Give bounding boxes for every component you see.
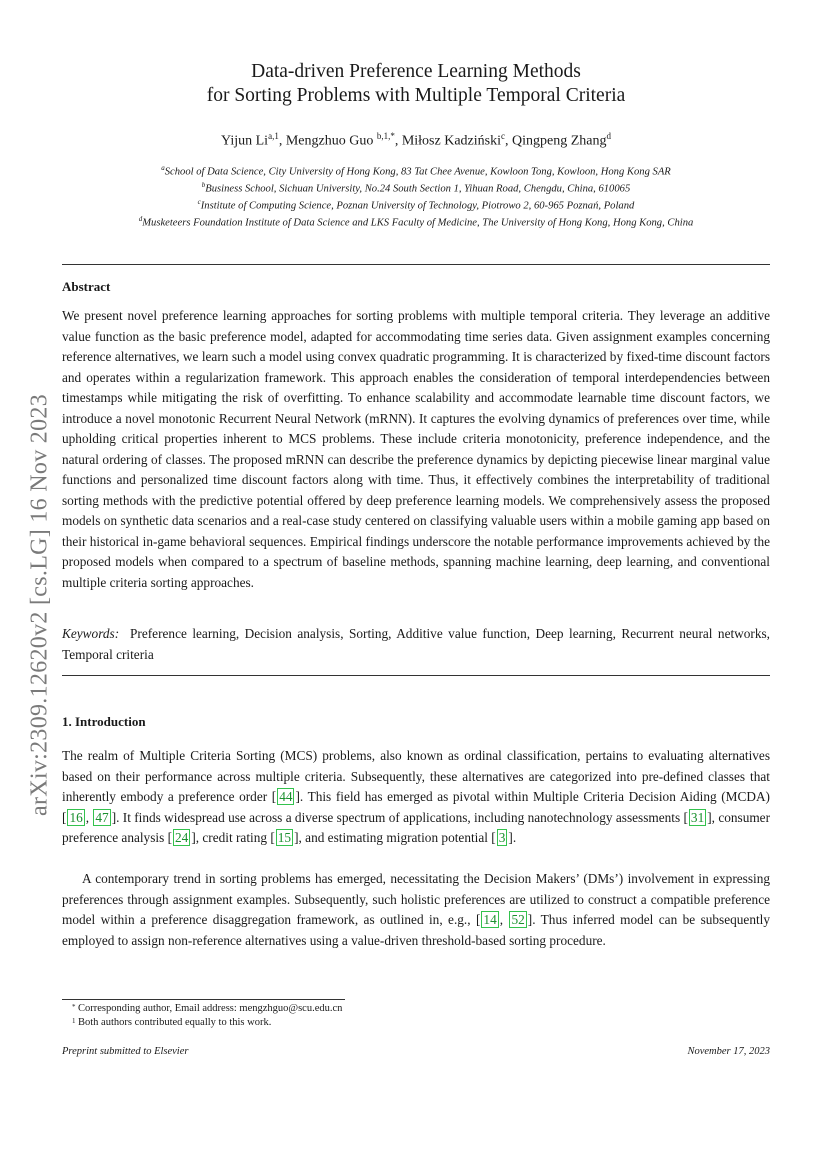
paragraph-text: , credit rating xyxy=(195,830,271,845)
intro-paragraph-1: The realm of Multiple Criteria Sorting (MCS) problems, also known as ordinal classification, pertains to evaluating alternatives based on their performance across multiple criteria. Subsequently, these alternatives are categorized into pre-defined classes that inherently embody a preference order [ 44 ]. This field has emerged as pivotal within Multiple Criteria Decision Aiding (MCDA) [ 16 , 47 ]. It finds widespread use across a diverse spectrum of applications, including nanotechnology assessments [ 31 ], consumer preference analysis [ 24 ], credit rating [ 15 ], and estimating migration potential [ 3 ]. xyxy=(62,748,771,845)
title-line-1: Data-driven Preference Learning Methods xyxy=(251,61,581,82)
paragraph-text: . This field has emerged as pivotal within Multiple Criteria Decision Aiding (MCDA) xyxy=(299,789,770,804)
citation-link[interactable]: 3 xyxy=(498,830,506,845)
affiliation-mark: d xyxy=(138,214,143,223)
affiliation-line xyxy=(62,179,770,196)
footnote xyxy=(62,1002,770,1016)
affiliation-line xyxy=(62,213,770,230)
author-name: Miłosz Kadziński xyxy=(401,133,501,149)
paragraph-text: , and estimating migration potential xyxy=(298,830,492,845)
title-line-2: for Sorting Problems with Multiple Temporal Criteria xyxy=(206,85,626,106)
abstract-body: We present novel preference learning approaches for sorting problems with multiple temporal criteria. They leverage an additive value function as the basic preference model, adapted for accommodating time series data. Given assignment examples concerning reference alternatives, we learn such a model using convex quadratic programming. It is characterized by fixed-time discount factors and operates within a regularization framework. This approach enables the consideration of temporal interdependencies between timestamps while mitigating the risk of overfitting. To enhance scalability and accommodate learnable time discount factors, we introduce a novel monotonic Recurrent Neural Network (mRNN). It captures the evolving dynamics of preferences over time, while upholding critical properties inherent to MCS problems. These include criteria monotonicity, preference independence, and the natural ordering of classes. The proposed mRNN can describe the preference dynamics by depicting piecewise linear marginal value functions and personalized time discount factors along with time. Thus, it effectively combines the interpretability of traditional sorting methods with the predictive potential offered by deep preference learning models. We comprehensively assess the proposed models on synthetic data scenarios and a real-case study centered on classifying valuable users within a mobile gaming app based on their historical in-game behavioral sequences. Empirical findings underscore the notable performance improvements achieved by the proposed models when compared to a spectrum of baseline methods, spanning machine learning, deep learning, and conventional multiple criteria sorting approaches. xyxy=(62,308,770,590)
affiliation-mark: b xyxy=(201,180,206,189)
footnote-mark: 1 xyxy=(72,1016,76,1025)
paragraph-text: . It finds widespread use across a diverse spectrum of applications, including nanotechnology assessments xyxy=(116,809,684,825)
citation-link[interactable]: 24 xyxy=(175,830,189,845)
paragraph-text: A contemporary trend in sorting problems has emerged, necessitating the Decision Makers’ (DMs’) involvement in expressing preferences through assignment examples. Subsequently, such holistic preferences are utilized to construct a compatible preference model within a preference disaggregation framework, as outlined in, e.g., xyxy=(62,871,770,927)
citation-link[interactable]: 15 xyxy=(277,830,292,845)
footer-date: November 17, 2023 xyxy=(687,1046,770,1057)
footnote-mark: * xyxy=(72,1003,76,1011)
citation-link[interactable]: 52 xyxy=(511,912,525,927)
intro-paragraph-2: A contemporary trend in sorting problems has emerged, necessitating the Decision Makers’ (DMs’) involvement in expressing preferences through assignment examples. Subsequently, such holistic preferences are utilized to construct a compatible preference model within a preference disaggregation framework, as outlined in, e.g., [ 14 , 52 ]. Thus inferred model can be subsequently employed to assign non-reference alternatives using a value-driven threshold-based sorting procedure. xyxy=(62,871,771,948)
author-name: Qingpeng Zhang xyxy=(511,133,607,149)
citation-link[interactable]: 31 xyxy=(690,809,705,825)
affiliation-mark: a xyxy=(161,164,165,172)
footnotes xyxy=(62,1002,770,1029)
abstract-bottom-rule xyxy=(62,675,770,676)
affiliation-text: Institute of Computing Science, Poznan University of Technology, Piotrowo 2, 60-965 Poznań, Poland xyxy=(200,200,635,212)
citation-link[interactable]: 44 xyxy=(279,789,293,804)
affiliation-line xyxy=(62,196,770,213)
affiliation-text: School of Data Science, City University of Hong Kong, 83 Tat Chee Avenue, Kowloon Tong, Kowloon, Hong Kong SAR xyxy=(164,166,671,178)
author-affiliation-mark: b,1,* xyxy=(376,131,395,141)
author-affiliation-mark: c xyxy=(500,131,505,141)
keywords-text: Preference learning, Decision analysis, Sorting, Additive value function, Deep learning, Recurrent neural networks, Temporal criteria xyxy=(62,626,770,662)
abstract-top-rule xyxy=(62,264,770,265)
affiliation-mark: c xyxy=(197,197,201,206)
paragraph-text: , consumer preference analysis xyxy=(62,809,771,845)
arxiv-identifier-stamp xyxy=(20,360,60,850)
affiliation-list xyxy=(62,162,770,230)
footnote xyxy=(62,1016,770,1030)
paragraph-text: . xyxy=(512,830,517,845)
citation-link[interactable]: 16 xyxy=(69,809,83,825)
arxiv-identifier-text: arXiv:2309.12620v2 [cs.LG] 16 Nov 2023 xyxy=(26,393,53,817)
citation-link[interactable]: 47 xyxy=(95,809,109,825)
keywords-block xyxy=(62,624,770,665)
affiliation-text: Musketeers Foundation Institute of Data Science and LKS Faculty of Medicine, The University of Hong Kong, Hong Kong, China xyxy=(142,217,694,229)
footer-preprint-note: Preprint submitted to Elsevier xyxy=(62,1046,189,1057)
author-name: Yijun Li xyxy=(221,133,269,149)
author-list: Yijun Li$^{a,1}$, Mengzhuo Guo $^{b,1,*}$, Miłosz Kadziński$^c$, Qingpeng Zhang$^d$ xyxy=(221,131,611,149)
paragraph-text: The realm of Multiple Criteria Sorting (MCS) problems, also known as ordinal classification, pertains to evaluating alternatives based on their performance across multiple criteria. Subsequently, these alternatives are categorized into pre-defined classes that inherently embody a preference order xyxy=(62,748,770,804)
affiliation-line xyxy=(62,162,770,179)
paper-title xyxy=(62,60,770,108)
author-name: Mengzhuo Guo xyxy=(285,133,377,149)
author-affiliation-mark: d xyxy=(606,131,611,141)
paragraph-text: . Thus inferred model can be subsequently employed to assign non-reference alternatives using a value-driven threshold-based sorting procedure. xyxy=(62,912,771,948)
abstract-heading: Abstract xyxy=(62,279,111,294)
section-heading-introduction: 1. Introduction xyxy=(62,714,146,729)
author-affiliation-mark: a,1 xyxy=(268,131,279,141)
affiliation-text: Business School, Sichuan University, No.24 South Section 1, Yihuan Road, Chengdu, China, 610065 xyxy=(205,183,631,195)
footnote-text: Both authors contributed equally to this work. xyxy=(78,1016,272,1028)
keywords-label: Keywords: xyxy=(62,626,120,641)
footnote-text: Corresponding author, Email address: mengzhguo@scu.edu.cn xyxy=(78,1003,343,1014)
footnote-rule xyxy=(62,999,345,1000)
citation-link[interactable]: 14 xyxy=(483,912,497,927)
